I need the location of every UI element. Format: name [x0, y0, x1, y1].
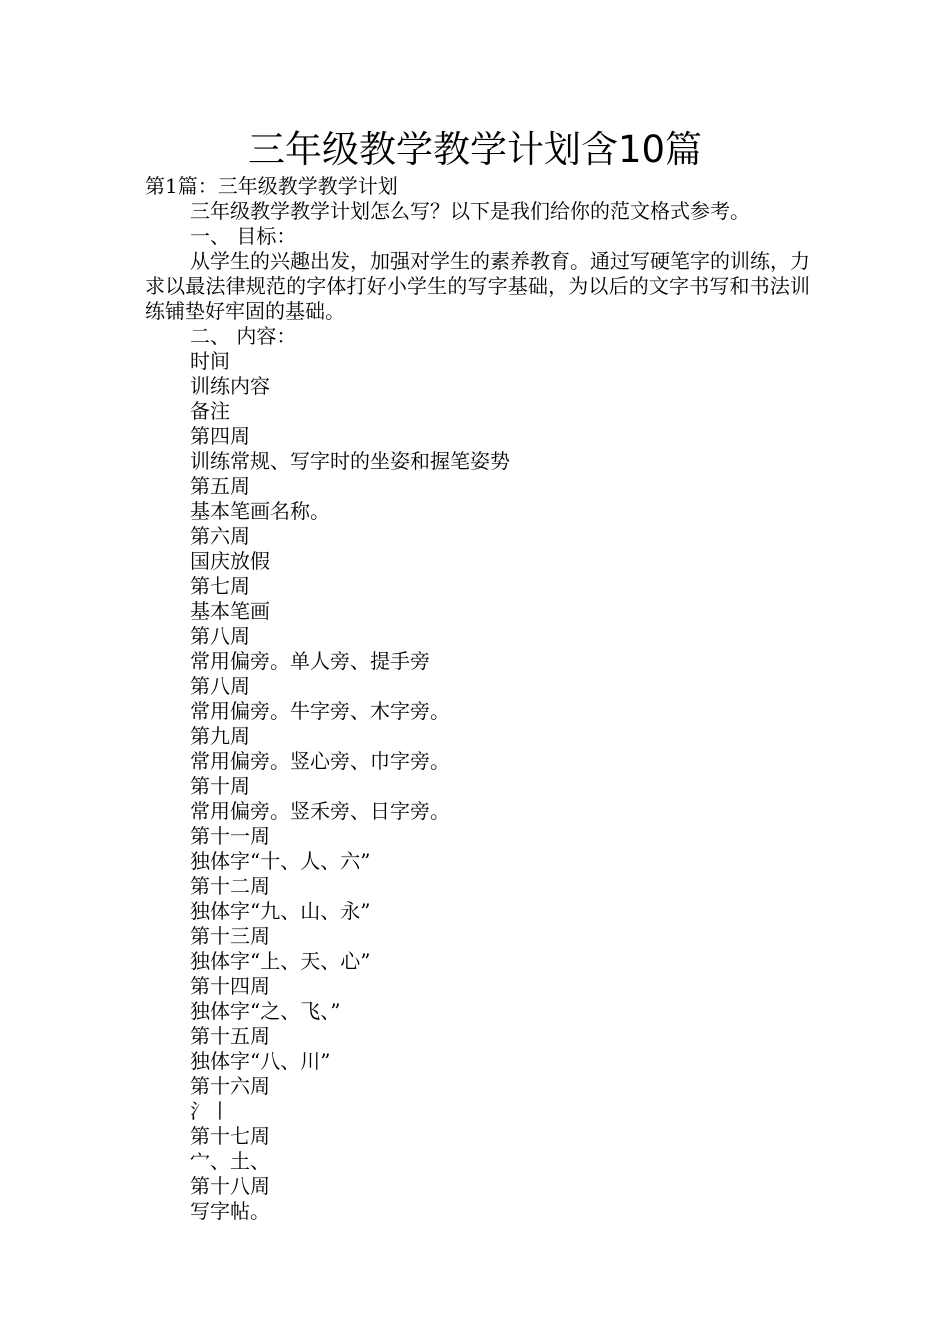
schedule-line: 第五周: [190, 474, 250, 498]
schedule-line: 写字帖。: [190, 1199, 270, 1223]
section-heading-goals: 一、 目标：: [190, 224, 297, 248]
schedule-line: 第十七周: [190, 1124, 270, 1148]
schedule-line: 氵丨: [190, 1099, 230, 1123]
document-body: [145, 174, 810, 1249]
schedule-line: 第九周: [190, 724, 250, 748]
schedule-line: [145, 1224, 810, 1249]
goals-paragraph: 从学生的兴趣出发，加强对学生的素养教育。通过写硬笔字的训练，力求以最法律规范的字体打好小学生的写字基础，为以后的文字书写和书法训练铺垫好牢固的基础。: [145, 249, 810, 323]
schedule-line: 独体字“八、川”: [190, 1049, 331, 1073]
schedule-line: 第十三周: [190, 924, 270, 948]
schedule-line: 第十周: [190, 774, 250, 798]
chapter-heading: 第1篇：三年级教学教学计划: [145, 174, 398, 198]
schedule-line: 第七周: [190, 574, 250, 598]
schedule-line: 国庆放假: [190, 549, 270, 573]
schedule-line: 第十五周: [190, 1024, 270, 1048]
schedule-line: 独体字“十、人、六”: [190, 849, 371, 873]
schedule-line: 第八周: [190, 624, 250, 648]
schedule-line: 常用偏旁。单人旁、提手旁: [190, 649, 430, 673]
schedule-line: 基本笔画: [190, 599, 270, 623]
schedule-line: 第十八周: [190, 1174, 270, 1198]
schedule-line: 第十一周: [190, 824, 270, 848]
schedule-line: 独体字“九、山、永”: [190, 899, 371, 923]
schedule-line: 常用偏旁。牛字旁、木字旁。: [190, 699, 450, 723]
schedule-line: 基本笔画名称。: [190, 499, 330, 523]
schedule-line: 训练常规、写字时的坐姿和握笔姿势: [190, 449, 510, 473]
schedule-line: 独体字“上、天、心”: [190, 949, 371, 973]
schedule-line: 第四周: [190, 424, 250, 448]
section-heading-content: 二、 内容：: [190, 324, 297, 348]
document-title: 三年级教学教学计划含10篇: [247, 128, 703, 171]
schedule-line: 第十四周: [190, 974, 270, 998]
schedule-list: [145, 349, 810, 1249]
schedule-line: 第十六周: [190, 1074, 270, 1098]
schedule-line: 宀、土、: [190, 1149, 270, 1173]
schedule-line: 独体字“之、飞、”: [190, 999, 341, 1023]
schedule-line: 常用偏旁。竖禾旁、日字旁。: [190, 799, 450, 823]
schedule-line: 第六周: [190, 524, 250, 548]
schedule-line: 训练内容: [190, 374, 270, 398]
schedule-line: 第十二周: [190, 874, 270, 898]
schedule-line: 第八周: [190, 674, 250, 698]
schedule-line: 常用偏旁。竖心旁、巾字旁。: [190, 749, 450, 773]
schedule-line: 时间: [190, 349, 230, 373]
intro-paragraph: 三年级教学教学计划怎么写？以下是我们给你的范文格式参考。: [190, 199, 750, 223]
schedule-line: 备注: [190, 399, 230, 423]
